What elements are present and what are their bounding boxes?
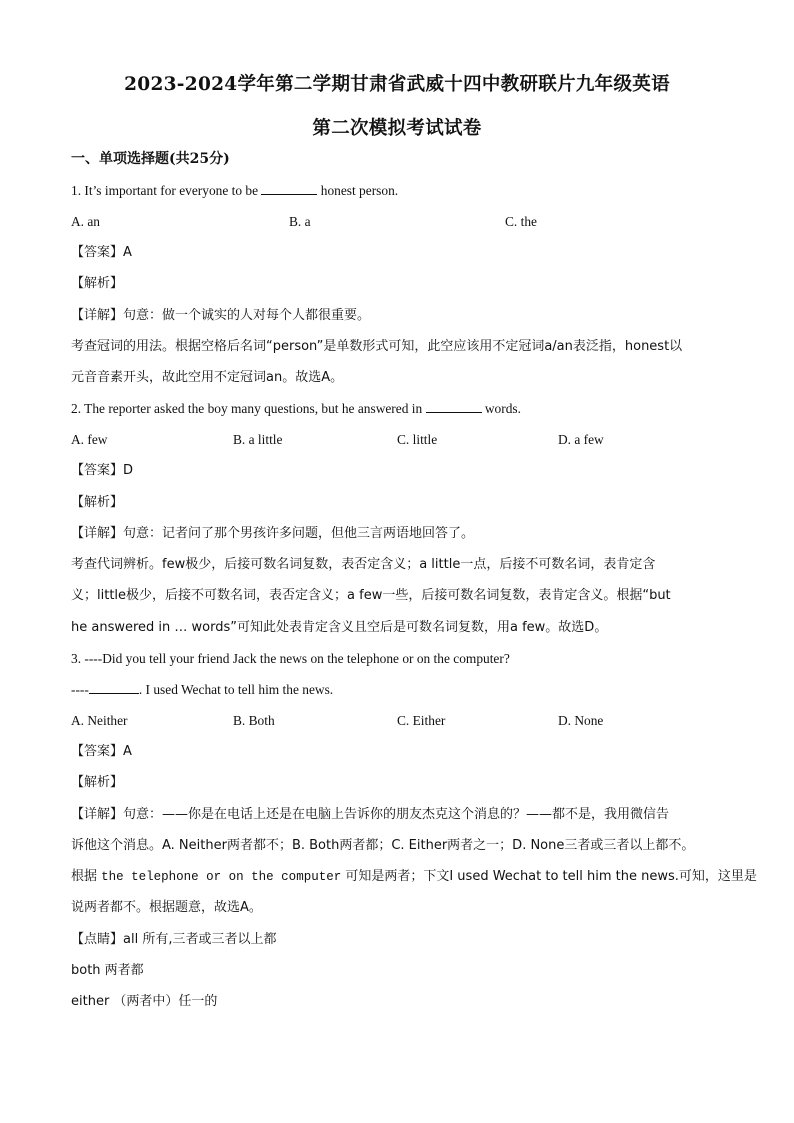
question-2-explanation-line-3: he answered in … words”可知此处表肯定含义且空后是可数名词复数，用a few。故选D。 xyxy=(71,620,608,635)
question-3-option-b: B. Both xyxy=(233,713,275,728)
question-3-stem-end: . I used Wechat to tell him the news. xyxy=(138,682,334,697)
question-1-explanation-line-2: 元音音素开头，故此空用不定冠词an。故选A。 xyxy=(71,370,344,385)
question-1-option-b: B. a xyxy=(289,214,311,229)
question-3-note-1: both 两者都 xyxy=(71,963,144,978)
question-3-detail-line-3-start: 根据 xyxy=(71,869,98,884)
question-1-analysis-label: 【解析】 xyxy=(71,276,124,291)
question-3-analysis-label: 【解析】 xyxy=(71,775,124,790)
question-3-detail-line-2: 诉他这个消息。A. Neither两者都不；B. Both两者都；C. Either两者之一；D. None三者或三者以上都不。 xyxy=(71,838,695,853)
document-title-line-1: 2023-2024学年第二学期甘肃省武威十四中教研联片九年级英语 xyxy=(124,74,670,95)
question-2-stem-start: 2. The reporter asked the boy many questions, but he answered in xyxy=(71,401,426,416)
question-2-stem xyxy=(71,400,521,418)
question-1-option-c: C. the xyxy=(505,214,537,229)
question-1-stem-start: 1. It’s important for everyone to be xyxy=(71,183,262,198)
question-3-detail-line-1: 【详解】句意：——你是在电话上还是在电脑上告诉你的朋友杰克这个消息的？——都不是，我用微信告 xyxy=(71,807,670,822)
question-3-detail-line-4: 说两者都不。根据题意，故选A。 xyxy=(71,900,262,915)
question-1-option-a: A. an xyxy=(71,214,101,229)
question-2-option-b: B. a little xyxy=(233,432,283,447)
question-1-stem-end: honest person. xyxy=(317,183,399,198)
question-3-option-a: A. Neither xyxy=(71,713,128,728)
section-heading: 一、单项选择题(共25分) xyxy=(71,151,230,167)
question-3-key-point: 【点睛】all 所有,三者或三者以上都 xyxy=(71,932,277,947)
question-3-stem-line-1: 3. ----Did you tell your friend Jack the news on the telephone or on the computer? xyxy=(71,651,510,666)
question-2-analysis-label: 【解析】 xyxy=(71,495,124,510)
question-1-detail: 【详解】句意：做一个诚实的人对每个人都很重要。 xyxy=(71,308,371,323)
question-3-detail-line-3-end: 可知是两者；下文I used Wechat to tell him the news.可知，这里是 xyxy=(345,869,757,884)
question-2-option-d: D. a few xyxy=(558,432,604,447)
question-3-note-2: either （两者中）任一的 xyxy=(71,994,218,1009)
question-3-code-phrase: the telephone or on the computer xyxy=(101,870,342,884)
question-2-option-a: A. few xyxy=(71,432,108,447)
question-3-stem-line-2 xyxy=(71,681,333,699)
question-1-stem xyxy=(71,182,398,200)
question-2-explanation-line-1: 考查代词辨析。few极少，后接可数名词复数，表否定含义；a little一点，后接不可数名词，表肯定含 xyxy=(71,557,656,572)
question-2-option-c: C. little xyxy=(397,432,438,447)
question-2-explanation-line-2: 义；little极少，后接不可数名词，表否定含义；a few一些，后接可数名词复数，表肯定含义。根据“but xyxy=(71,588,671,603)
answer-blank xyxy=(426,400,482,413)
answer-blank xyxy=(89,681,139,694)
question-3-option-c: C. Either xyxy=(397,713,446,728)
question-3-option-d: D. None xyxy=(558,713,604,728)
question-2-answer: 【答案】D xyxy=(71,463,134,478)
question-3-detail-line-3 xyxy=(71,868,757,886)
question-2-stem-end: words. xyxy=(481,401,521,416)
question-3-answer: 【答案】A xyxy=(71,744,132,759)
question-1-answer: 【答案】A xyxy=(71,245,132,260)
question-3-dialog-dash: ---- xyxy=(71,682,89,697)
question-2-detail: 【详解】句意：记者问了那个男孩许多问题，但他三言两语地回答了。 xyxy=(71,526,475,541)
document-title-line-2: 第二次模拟考试试卷 xyxy=(312,118,482,139)
answer-blank xyxy=(261,182,317,195)
question-1-explanation-line-1: 考查冠词的用法。根据空格后名词“person”是单数形式可知，此空应该用不定冠词a/an表泛指，honest以 xyxy=(71,339,683,354)
